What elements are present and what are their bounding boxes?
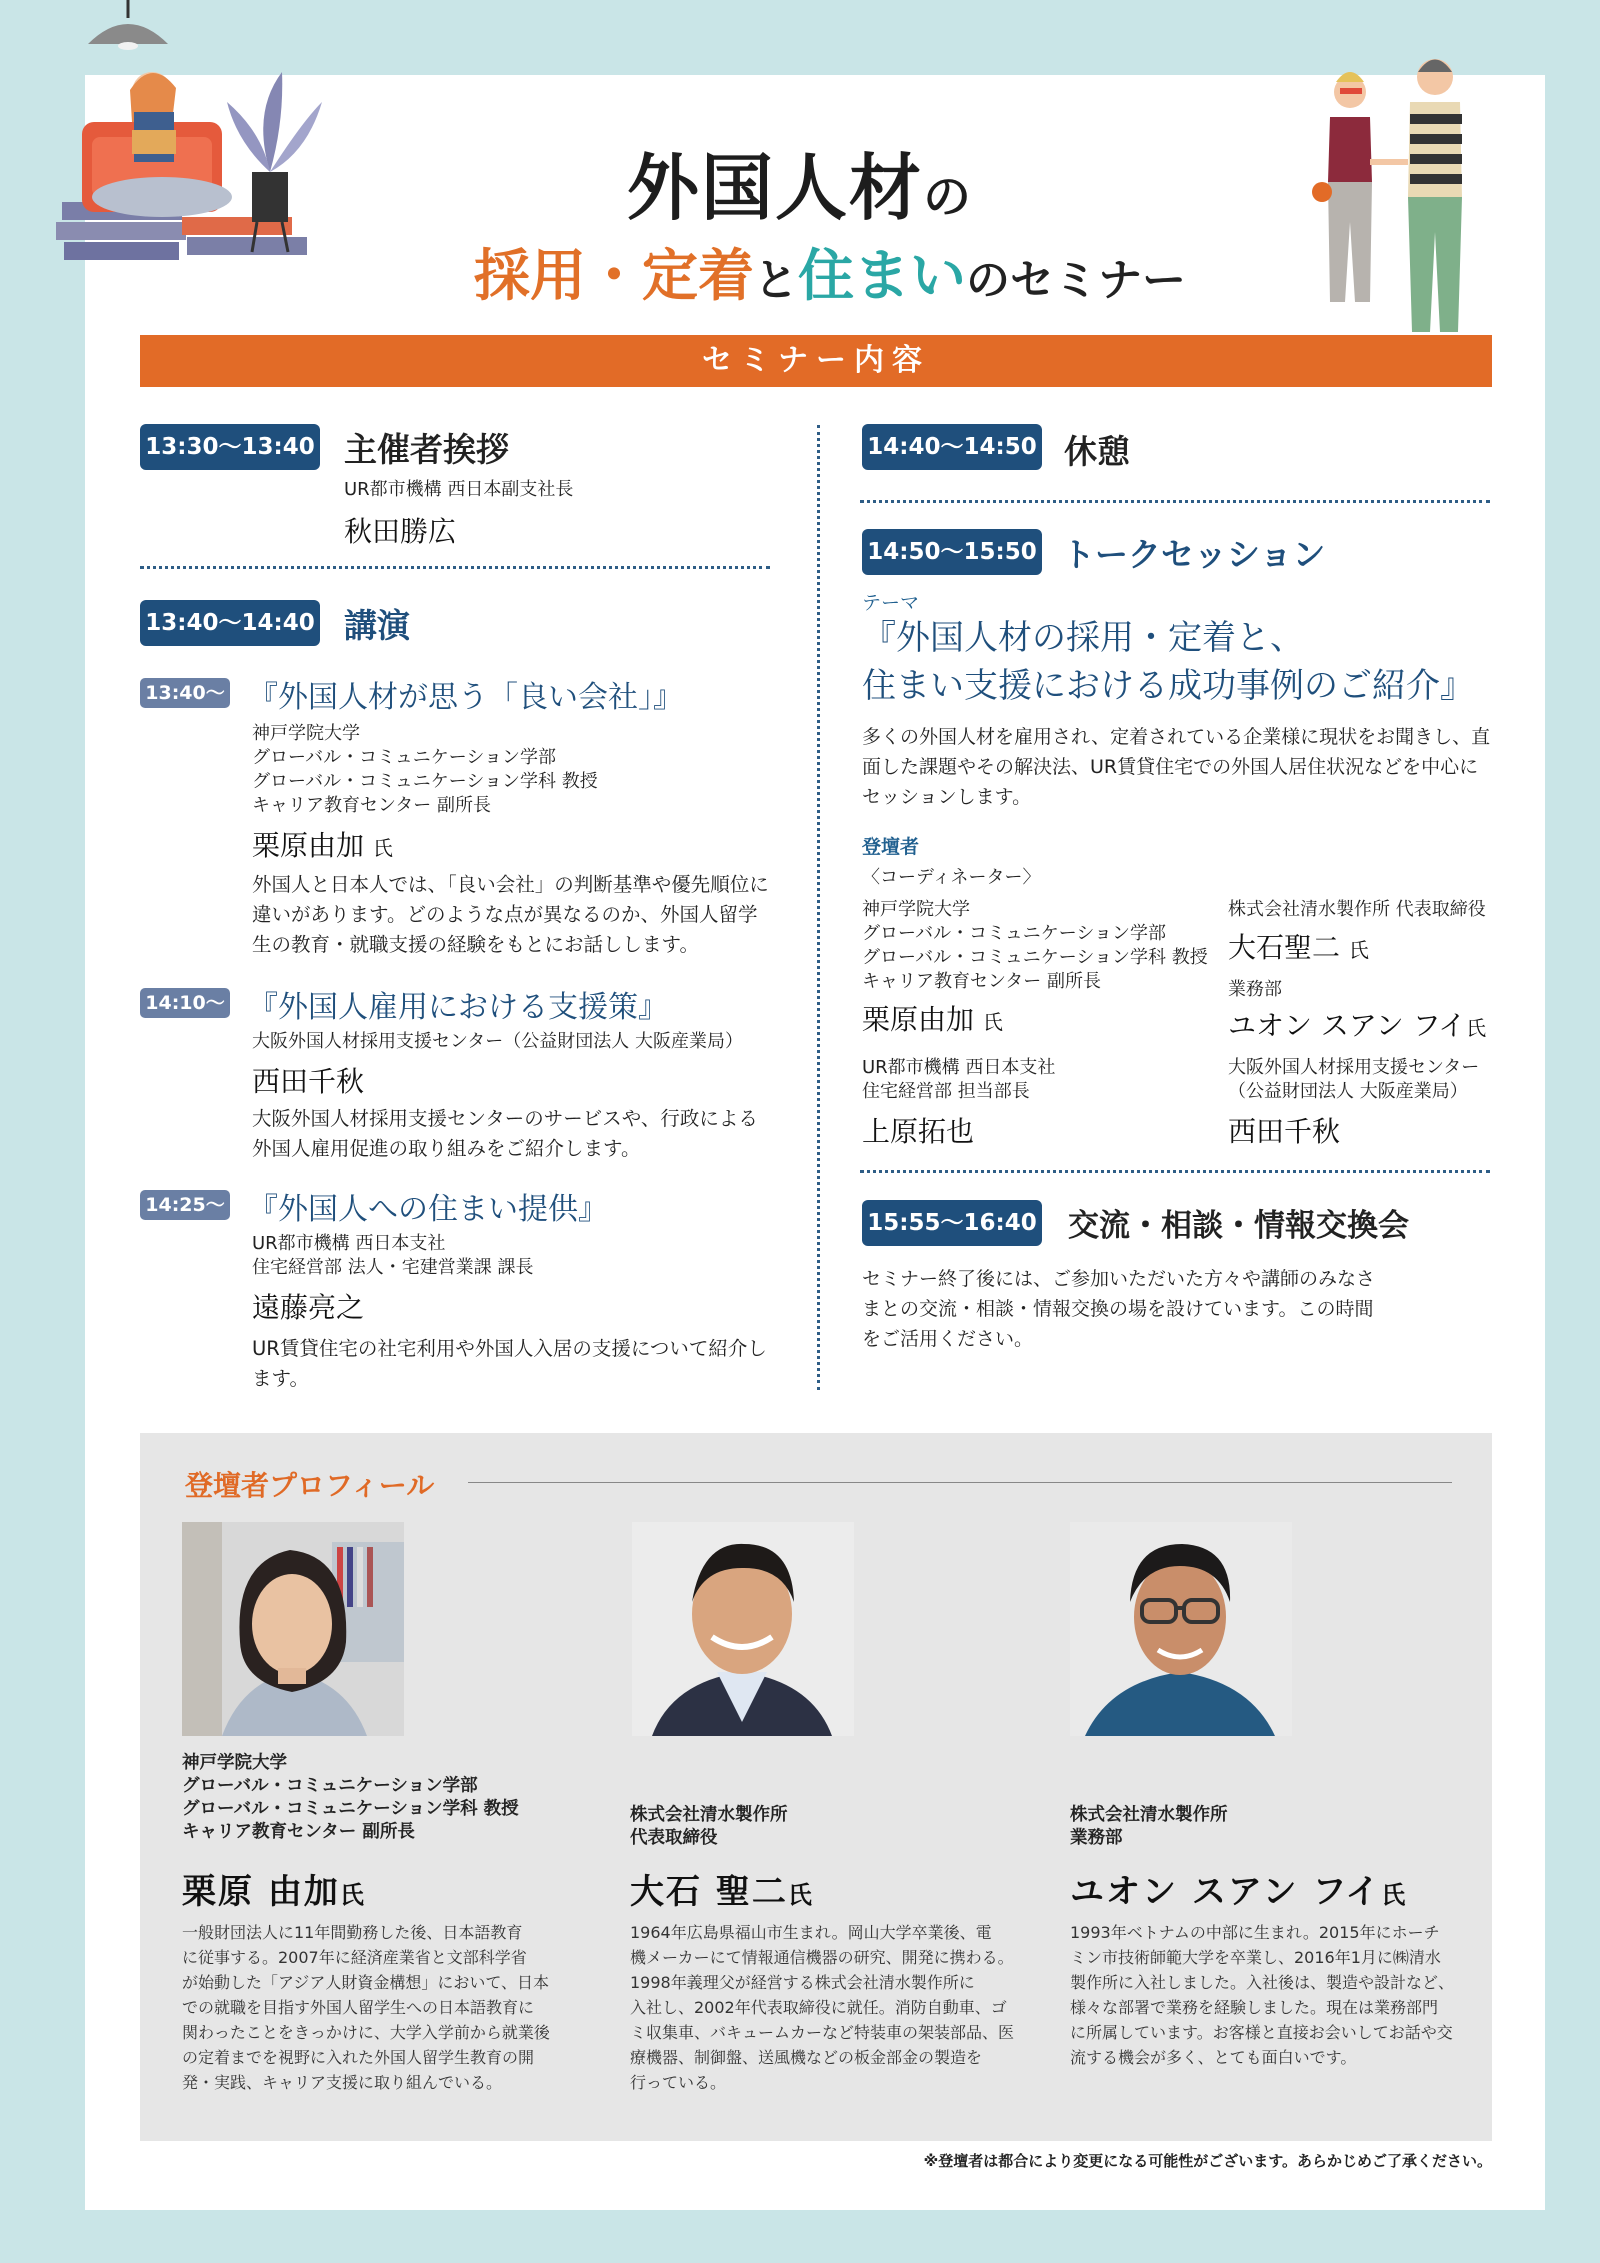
time-badge: 14:50〜15:50 (862, 529, 1042, 575)
page-subtitle: 採用・定着と住まいのセミナー (474, 244, 1186, 309)
profile-org: 神戸学院大学 グローバル・コミュニケーション学部 グローバル・コミュニケーション学科 教授 キャリア教育センター 副所長 (182, 1753, 519, 1842)
profile-org: 株式会社清水製作所 代表取締役 (630, 1805, 788, 1848)
reading-woman-illustration (52, 52, 352, 282)
coordinator-label: 〈コーディネーター〉 (862, 867, 1041, 888)
profiles-title-rule (468, 1482, 1452, 1483)
profile-bio: 一般財団法人に11年間勤務した後、日本語教育 に従事する。2007年に経済産業省と文部科学省 が始動した「アジア人財資金構想」において、日本 での就職を目指す外国人留学生への日本語教育に 関わったことをきっかけに、大学入学前から就業後 の定着までを視野に入れた外国人留学生教育の開 発・実践、キャリア支援に取り組んでいる。 (182, 1923, 550, 2092)
time-badge: 14:40〜14:50 (862, 424, 1042, 470)
profile-bio: 1964年広島県福山市生まれ。岡山大学卒業後、電 機メーカーにて情報通信機器の研究、開発に携わる。 1998年義理父が経営する株式会社清水製作所に 入社し、2002年代表取締役に就任。消防自動車、ゴ ミ収集車、バキュームカーなど特装車の架装部品、医 療機器、制御盤、送風機などの板金部金の製造を 行っている。 (630, 1923, 1015, 2092)
time-badge: 15:55〜16:40 (862, 1200, 1042, 1246)
session-description: セミナー終了後には、ご参加いただいた方々や講師のみなさ まとの交流・相談・情報交換の場を設けています。この時間 をご活用ください。 (862, 1268, 1376, 1350)
speaker-photo-oishi (632, 1522, 854, 1736)
section-heading: 交流・相談・情報交換会 (1068, 1208, 1409, 1244)
speaker-photo-kurihara (182, 1522, 404, 1736)
time-badge: 13:30〜13:40 (140, 424, 320, 470)
talk-title: 『外国人への住まい提供』 (248, 1192, 608, 1227)
page-title: 外国人材の (626, 146, 974, 230)
talk-description: UR賃貸住宅の社宅利用や外国人入居の支援について紹介します。 (252, 1337, 767, 1390)
profile-name: 大石 聖二氏 (630, 1872, 812, 1912)
section-divider (860, 1170, 1490, 1173)
speaker-name: 遠藤亮之 (252, 1291, 365, 1324)
talk-description: 大阪外国人材採用支援センターのサービスや、行政による外国人雇用促進の取り組みをご紹介します。 (252, 1107, 758, 1160)
time-badge-small: 14:10〜 (140, 988, 230, 1018)
theme-label: テーマ (862, 592, 920, 614)
speaker-org: 業務部 (1228, 979, 1282, 1000)
speaker-name: ユオン スアン フイ氏 (1228, 1009, 1487, 1042)
speaker-name: 西田千秋 (252, 1065, 365, 1098)
speaker-photo-yuon (1070, 1522, 1292, 1736)
profile-name: 栗原 由加氏 (182, 1872, 364, 1912)
speaker-org: UR都市機構 西日本支社 住宅経営部 担当部長 (862, 1057, 1056, 1102)
speaker-org: 株式会社清水製作所 代表取締役 (1228, 899, 1486, 920)
speaker-name: 栗原由加 氏 (252, 829, 393, 862)
hanging-lamp-icon (80, 0, 176, 52)
speaker-org: 神戸学院大学 グローバル・コミュニケーション学部 グローバル・コミュニケーション学科 教授 キャリア教育センター 副所長 (862, 899, 1208, 992)
talk-description: 外国人と日本人では、「良い会社」の判断基準や優先順位に違いがあります。どのような点が異なるのか、外国人留学生の教育・就職支援の経験をもとにお話しします。 (252, 873, 769, 956)
speaker-name: 秋田勝広 (344, 515, 457, 548)
speaker-name: 大石聖二 氏 (1228, 931, 1369, 964)
speaker-org: 大阪外国人材採用支援センター（公益財団法人 大阪産業局） (252, 1031, 743, 1052)
section-divider (140, 566, 770, 569)
speaker-org: UR都市機構 西日本支社 住宅経営部 法人・宅建営業課 課長 (252, 1233, 534, 1278)
time-badge: 13:40〜14:40 (140, 600, 320, 646)
profiles-title: 登壇者プロフィール (185, 1469, 435, 1502)
speakers-label: 登壇者 (862, 836, 920, 858)
section-heading: 主催者挨拶 (344, 430, 509, 469)
section-heading: トークセッション (1062, 535, 1326, 574)
time-badge-small: 13:40〜 (140, 678, 230, 708)
talk-title: 『外国人材が思う「良い会社」』 (248, 680, 683, 715)
section-divider (860, 500, 1490, 503)
speaker-org: 神戸学院大学 グローバル・コミュニケーション学部 グローバル・コミュニケーション学科 教授 キャリア教育センター 副所長 (252, 723, 598, 816)
walking-couple-illustration (1300, 42, 1500, 357)
section-heading: 講演 (344, 606, 410, 645)
session-theme: 『外国人材の採用・定着と、 住まい支援における成功事例のご紹介』 (862, 618, 1474, 706)
speaker-name: 西田千秋 (1228, 1115, 1341, 1148)
seminar-content-banner: セミナー内容 (140, 335, 1492, 387)
speaker-org: UR都市機構 西日本副支社長 (344, 479, 574, 500)
column-divider (817, 425, 820, 1390)
speaker-org: 大阪外国人材採用支援センター （公益財団法人 大阪産業局） (1228, 1057, 1480, 1102)
talk-title: 『外国人雇用における支援策』 (248, 990, 668, 1025)
profile-name: ユオン スアン フイ氏 (1070, 1872, 1406, 1912)
section-heading: 休憩 (1064, 432, 1130, 471)
session-description: 多くの外国人材を雇用され、定着されている企業様に現状をお聞きし、直面した課題やその解決法、UR賃貸住宅での外国人居住状況などを中心にセッションします。 (862, 726, 1491, 808)
time-badge-small: 14:25〜 (140, 1190, 230, 1220)
speaker-name: 上原拓也 (862, 1115, 975, 1148)
profile-org: 株式会社清水製作所 業務部 (1070, 1805, 1228, 1848)
profile-bio: 1993年ベトナムの中部に生まれ。2015年にホーチ ミン市技術師範大学を卒業し、2016年1月に㈱清水 製作所に入社しました。入社後は、製造や設計など、 様々な部署で業務を経験しました。現在は業務部門 に所属しています。お客様と直接お会いしてお話や交 流する機会が多く、とても面白いです。 (1070, 1923, 1455, 2067)
footnote: ※登壇者は都合により変更になる可能性がございます。あらかじめご了承ください。 (923, 2152, 1492, 2170)
speaker-name: 栗原由加 氏 (862, 1003, 1003, 1036)
